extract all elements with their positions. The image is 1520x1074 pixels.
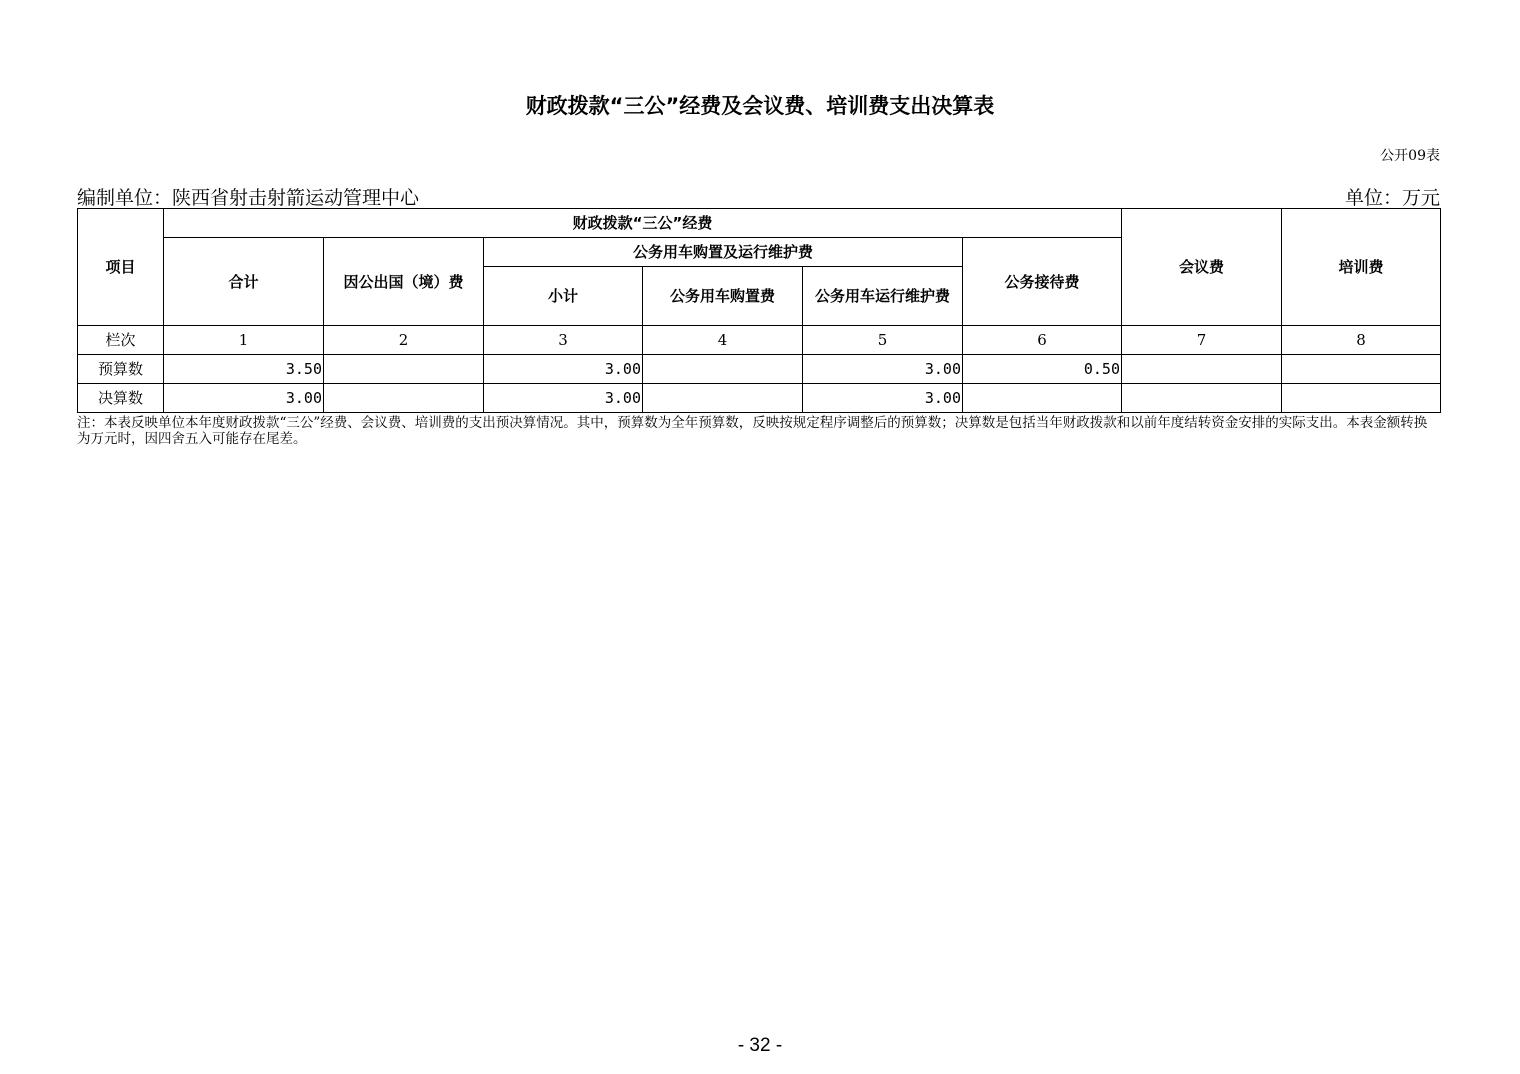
header-vehicle-operation: 公务用车运行维护费 <box>803 267 963 326</box>
header-subtotal: 小计 <box>484 267 643 326</box>
cell-value <box>1122 384 1282 413</box>
table-note: 注：本表反映单位本年度财政拨款“三公”经费、会议费、培训费的支出预决算情况。其中，预算数为全年预算数，反映按规定程序调整后的预算数；决算数是包括当年财政拨款和以前年度结转资金安排的实际支出。本表金额转换为万元时，因四舍五入可能存在尾差。 <box>77 415 1428 447</box>
cell-value <box>1282 355 1441 384</box>
column-number: 5 <box>803 326 963 355</box>
column-number-row <box>78 326 1441 355</box>
cell-value <box>1122 355 1282 384</box>
cell-value <box>963 384 1122 413</box>
expenditure-table <box>77 208 1441 413</box>
column-number-label: 栏次 <box>78 326 164 355</box>
cell-value: 3.00 <box>164 384 324 413</box>
header-item: 项目 <box>78 209 164 326</box>
cell-value: 3.00 <box>803 384 963 413</box>
unit-label: 单位：万元 <box>1344 187 1440 209</box>
row-label-budget: 预算数 <box>78 355 164 384</box>
page-title: 财政拨款“三公”经费及会议费、培训费支出决算表 <box>525 94 995 118</box>
column-number: 1 <box>164 326 324 355</box>
form-number: 公开09表 <box>1380 148 1440 164</box>
cell-value: 0.50 <box>963 355 1122 384</box>
cell-value <box>324 355 484 384</box>
cell-value <box>324 384 484 413</box>
header-reception: 公务接待费 <box>963 238 1122 326</box>
cell-value: 3.00 <box>484 355 643 384</box>
header-three-public-group: 财政拨款“三公”经费 <box>164 209 1122 238</box>
header-training: 培训费 <box>1282 209 1441 326</box>
column-number: 2 <box>324 326 484 355</box>
column-number: 3 <box>484 326 643 355</box>
cell-value: 3.00 <box>803 355 963 384</box>
table-row <box>78 355 1441 384</box>
cell-value <box>1282 384 1441 413</box>
header-meeting: 会议费 <box>1122 209 1282 326</box>
header-vehicle-purchase: 公务用车购置费 <box>643 267 803 326</box>
header-total: 合计 <box>164 238 324 326</box>
page-number: - 32 - <box>737 1035 783 1056</box>
column-number: 7 <box>1122 326 1282 355</box>
row-label-final: 决算数 <box>78 384 164 413</box>
cell-value <box>643 384 803 413</box>
cell-value: 3.50 <box>164 355 324 384</box>
cell-value <box>643 355 803 384</box>
column-number: 6 <box>963 326 1122 355</box>
column-number: 4 <box>643 326 803 355</box>
table-row <box>78 384 1441 413</box>
column-number: 8 <box>1282 326 1441 355</box>
header-vehicle-group: 公务用车购置及运行维护费 <box>484 238 963 267</box>
header-abroad: 因公出国（境）费 <box>324 238 484 326</box>
organization-label: 编制单位：陕西省射击射箭运动管理中心 <box>77 187 420 209</box>
cell-value: 3.00 <box>484 384 643 413</box>
